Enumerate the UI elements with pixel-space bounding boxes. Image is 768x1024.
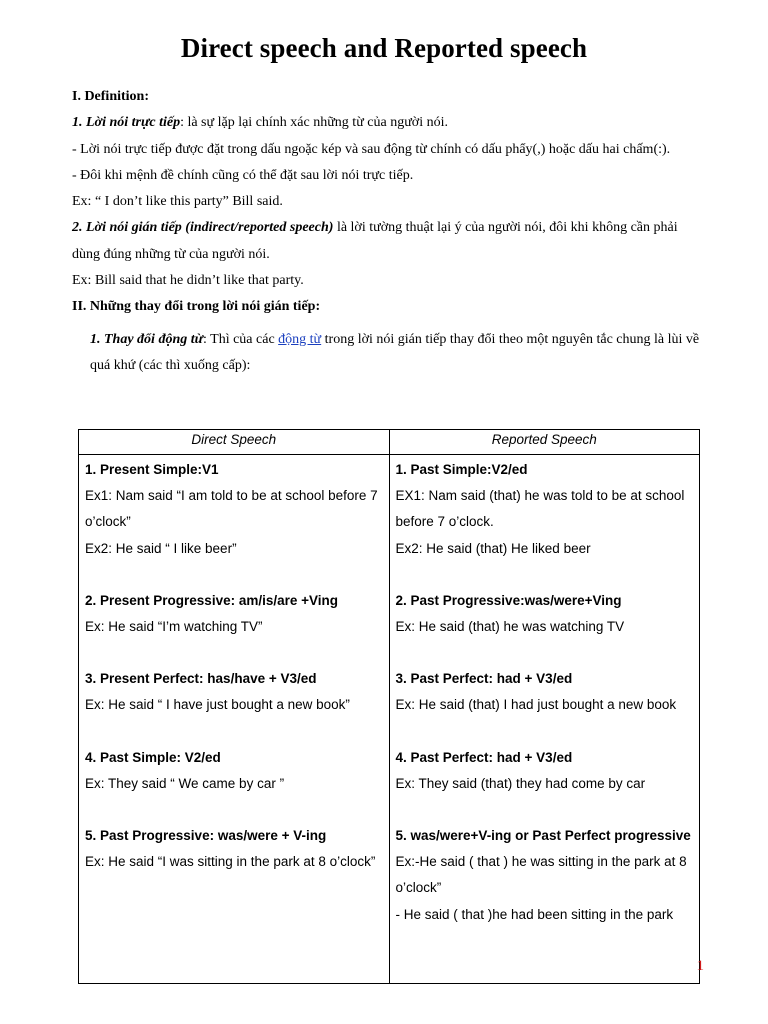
direct-example: Ex: They said “ We came by car ” <box>85 775 285 791</box>
direct-note-clause: - Đôi khi mệnh đề chính cũng có thể đặt sau lời nói trực tiếp. <box>72 167 414 183</box>
table-row <box>79 455 700 984</box>
spacer <box>396 640 694 666</box>
term-indirect-speech: 2. Lời nói gián tiếp (indirect/reported speech) <box>72 220 334 236</box>
spacer <box>85 797 383 823</box>
page-title: Direct speech and Reported speech <box>180 33 588 63</box>
indirect-example: Ex: Bill said that he didn’t like that party. <box>72 273 304 289</box>
section-heading-changes: II. Những thay đổi trong lời nói gián tiếp: <box>72 299 321 315</box>
spacer <box>85 640 383 666</box>
spacer <box>396 797 694 823</box>
reported-example: Ex: They said (that) they had come by car <box>395 775 646 791</box>
reported-rule-heading: 1. Past Simple:V2/ed <box>395 462 528 477</box>
term-verb-change: 1. Thay đổi động từ <box>90 331 204 347</box>
direct-example: Ex: He said “ I have just bought a new book” <box>85 697 350 713</box>
direct-rule-heading: 1. Present Simple:V1 <box>85 462 219 477</box>
column-header-reported: Reported Speech <box>389 430 700 455</box>
definition-direct-text: : là sự lặp lại chính xác những từ của người nói. <box>180 115 448 131</box>
spacer <box>85 719 383 745</box>
direct-example: Ex1: Nam said “I am told to be at school before 7 o’clock” <box>85 488 378 530</box>
direct-example: Ex: “ I don’t like this party” Bill said. <box>72 194 283 210</box>
reported-rule-heading: 2. Past Progressive:was/were+Ving <box>395 592 622 608</box>
reported-example: EX1: Nam said (that) he was told to be at school before 7 o’clock. <box>395 488 685 530</box>
reported-example: Ex:-He said ( that ) he was sitting in the park at 8 o’clock” <box>395 854 687 896</box>
direct-speech-cell <box>79 455 390 984</box>
direct-rule-heading: 4. Past Simple: V2/ed <box>85 749 221 765</box>
reported-example: - He said ( that )he had been sitting in the park <box>395 906 674 922</box>
verb-link[interactable]: động từ <box>278 331 322 347</box>
change-verb-post: trong lời nói gián tiếp thay đổi theo một nguyên tắc chung là lùi về quá khứ (các thì xuống cấp): <box>90 331 700 373</box>
reported-example: Ex: He said (that) I had just bought a new book <box>395 697 677 713</box>
spacer <box>85 562 383 588</box>
section-heading-definition: I. Definition: <box>72 89 149 104</box>
reported-example: Ex: He said (that) he was watching TV <box>395 619 625 635</box>
change-verb-paragraph <box>72 327 702 380</box>
reported-rule-heading: 3. Past Perfect: had + V3/ed <box>395 671 573 687</box>
spacer <box>396 562 694 588</box>
definition-indirect-text: là lời tường thuật lại ý của người nói, đôi khi không cần phải dùng đúng những từ của người nói. <box>72 220 678 262</box>
document-body <box>72 84 702 379</box>
direct-example: Ex: He said “I was sitting in the park at 8 o’clock” <box>85 854 376 870</box>
reported-rule-heading: 4. Past Perfect: had + V3/ed <box>395 749 573 765</box>
reported-rule-heading: 5. was/were+V-ing or Past Perfect progressive <box>395 828 691 844</box>
column-header-direct: Direct Speech <box>79 430 390 455</box>
reported-speech-cell <box>389 455 700 984</box>
direct-example: Ex: He said “I’m watching TV” <box>85 619 263 635</box>
direct-example: Ex2: He said “ I like beer” <box>85 540 237 556</box>
direct-rule-heading: 3. Present Perfect: has/have + V3/ed <box>85 671 317 687</box>
reported-example: Ex2: He said (that) He liked beer <box>395 540 591 556</box>
page-number: 1 <box>696 958 704 974</box>
direct-rule-heading: 5. Past Progressive: was/were + V-ing <box>85 828 327 844</box>
term-direct-speech: 1. Lời nói trực tiếp <box>72 115 181 131</box>
speech-comparison-table <box>78 429 700 984</box>
change-verb-pre: : Thì của các <box>203 331 279 347</box>
table-header-row <box>79 430 700 455</box>
direct-rule-heading: 2. Present Progressive: am/is/are +Ving <box>85 592 339 608</box>
spacer <box>396 719 694 745</box>
definition-direct <box>72 110 702 136</box>
definition-indirect <box>72 215 702 268</box>
direct-note-quotes: - Lời nói trực tiếp được đặt trong dấu ngoặc kép và sau động từ chính có dấu phẩy(,) hoặc dấu hai chấm(:). <box>72 141 671 157</box>
